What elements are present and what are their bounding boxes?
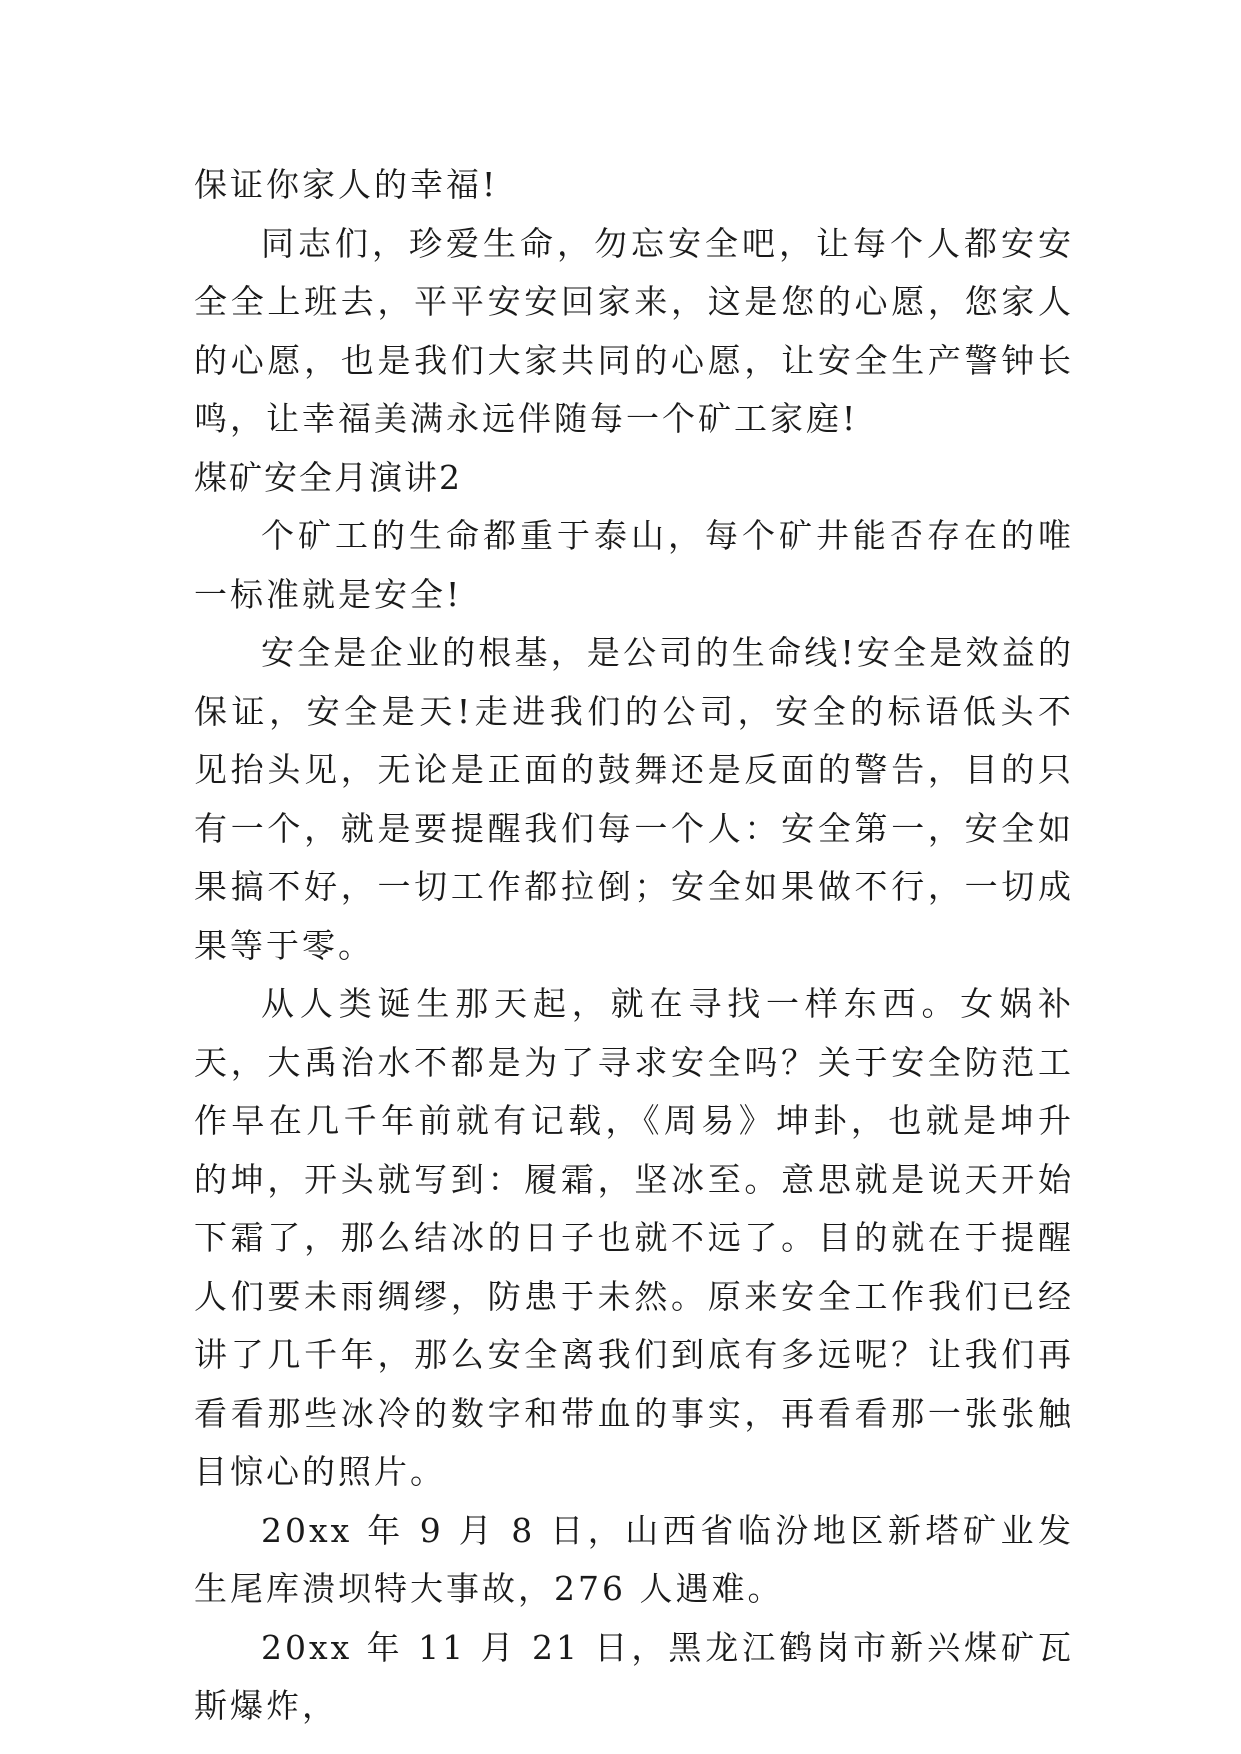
paragraph-accident-2: 20xx 年 11 月 21 日，黑龙江鹤岗市新兴煤矿瓦斯爆炸， (194, 1627, 1074, 1725)
paragraph-history: 从人类诞生那天起，就在寻找一样东西。女娲补天，大禹治水不都是为了寻求安全吗？关于安全防范工作早在几千年前就有记载，《周易》坤卦，也就是坤升的坤，开头就写到：履霜，坚冰至。意思就是说天开始下霜了，那么结冰的日子也就不远了。目的就在于提醒人们要未雨绸缪，防患于未然。原来安全工作我们已经讲了几千年，那么安全离我们到底有多远呢？让我们再看看那些冰冷的数字和带血的事实，再看看那一张张触目惊心的照片。 (194, 984, 1074, 1491)
paragraph-intro: 个矿工的生命都重于泰山，每个矿井能否存在的唯一标准就是安全! (194, 516, 1074, 614)
document-body (194, 156, 1074, 1736)
section-heading: 煤矿安全月演讲2 (194, 457, 462, 497)
paragraph-call-to-action: 同志们，珍爱生命，勿忘安全吧，让每个人都安安全全上班去，平平安安回家来，这是您的心愿，您家人的心愿，也是我们大家共同的心愿，让安全生产警钟长鸣，让幸福美满永远伴随每一个矿工家庭! (194, 223, 1074, 438)
paragraph-safety-foundation: 安全是企业的根基，是公司的生命线!安全是效益的保证，安全是天!走进我们的公司，安全的标语低头不见抬头见，无论是正面的鼓舞还是反面的警告，目的只有一个，就是要提醒我们每一个人：安全第一，安全如果搞不好，一切工作都拉倒；安全如果做不行，一切成果等于零。 (194, 633, 1074, 965)
paragraph-closing-line: 保证你家人的幸福! (194, 165, 499, 204)
paragraph-accident-1: 20xx 年 9 月 8 日，山西省临汾地区新塔矿业发生尾库溃坝特大事故，276 人遇难。 (194, 1510, 1074, 1608)
